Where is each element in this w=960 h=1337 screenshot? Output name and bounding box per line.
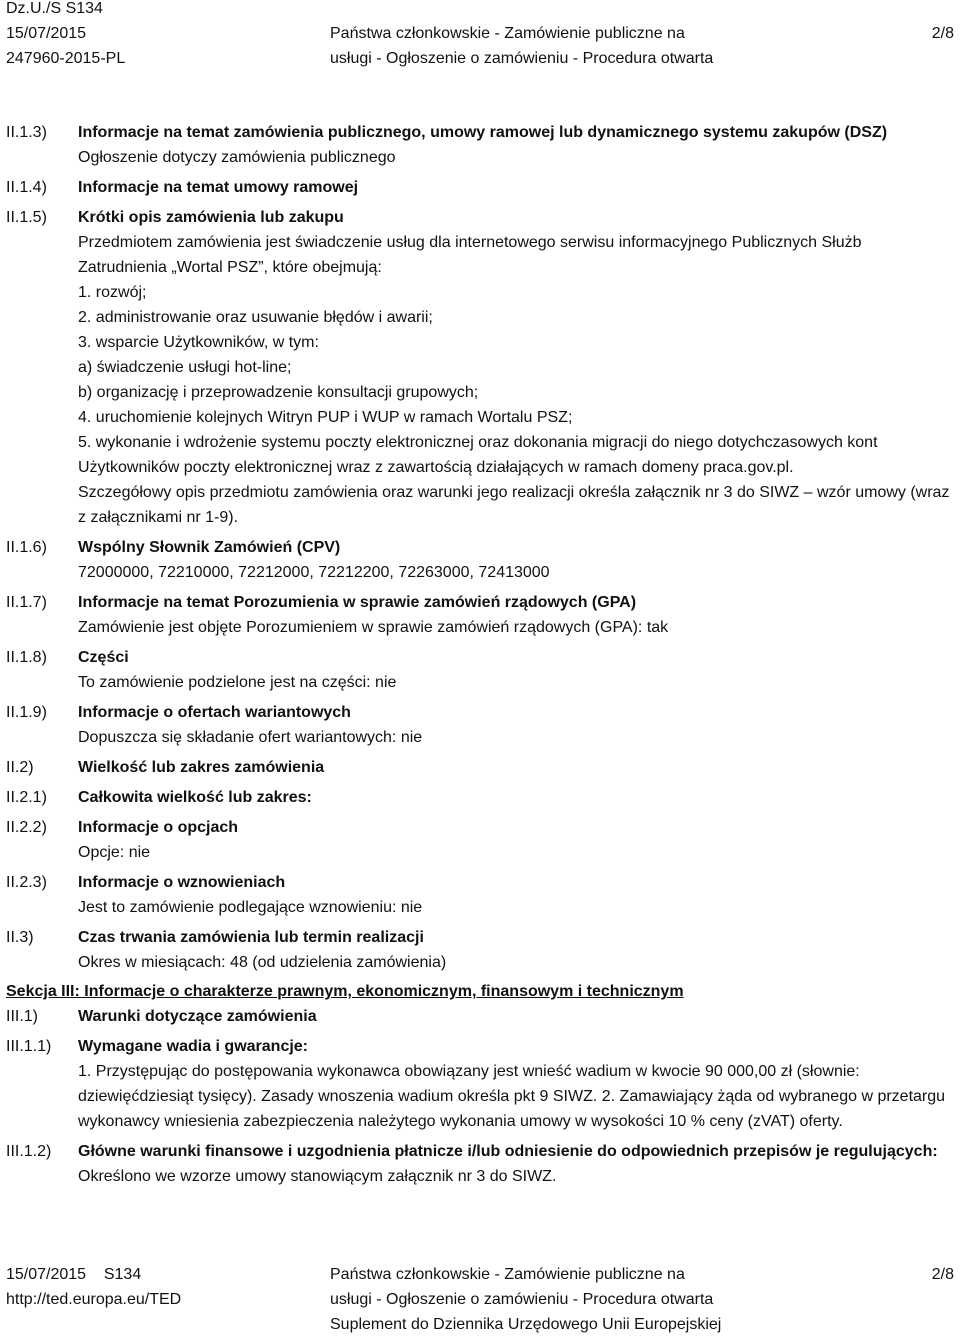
- section-content: [78, 700, 954, 750]
- section-number: II.2.3): [6, 874, 47, 891]
- section-heading: Wielkość lub zakres zamówienia: [78, 759, 325, 776]
- section-text: b) organizację i przeprowadzenie konsultacji grupowych;: [78, 384, 479, 401]
- section-text: Dopuszcza się składanie ofert wariantowych: nie: [78, 729, 423, 746]
- section-item: [6, 700, 954, 750]
- section-content: [78, 1139, 954, 1189]
- section-text: 2. administrowanie oraz usuwanie błędów i awarii;: [78, 309, 433, 326]
- section-number: II.2): [6, 759, 34, 776]
- header-title-line-2: usługi - Ogłoszenie o zamówieniu - Procedura otwarta: [330, 50, 714, 67]
- section-text: Jest to zamówienie podlegające wznowieniu: nie: [78, 899, 423, 916]
- section-item: [6, 815, 954, 865]
- section-number: II.1.3): [6, 124, 47, 141]
- footer-date-issue: 15/07/2015 S134: [6, 1266, 142, 1283]
- section-content: [78, 645, 954, 695]
- section-text: Określono we wzorze umowy stanowiącym załącznik nr 3 do SIWZ.: [78, 1168, 557, 1185]
- section-text: 4. uruchomienie kolejnych Witryn PUP i WUP w ramach Wortalu PSZ;: [78, 409, 573, 426]
- section-item: [6, 1139, 954, 1189]
- section-heading: Wymagane wadia i gwarancje:: [78, 1038, 309, 1055]
- section-number: II.1.4): [6, 179, 47, 196]
- section-content: [78, 535, 954, 585]
- section-item: [6, 205, 954, 530]
- section-heading: Warunki dotyczące zamówienia: [78, 1008, 317, 1025]
- section-heading: Czas trwania zamówienia lub termin realizacji: [78, 929, 424, 946]
- section-item: [6, 1034, 954, 1134]
- section-text: Ogłoszenie dotyczy zamówienia publicznego: [78, 149, 396, 166]
- page-number: 2/8: [931, 25, 954, 42]
- footer-center: [330, 1262, 750, 1337]
- section-item: [6, 925, 954, 975]
- section-text: Przedmiotem zamówienia jest świadczenie usług dla internetowego serwisu informacyjnego Publicznych Służb Zatrudnienia „Wortal PSZ”, które obejmują:: [78, 234, 862, 276]
- section-heading: Wspólny Słownik Zamówień (CPV): [78, 539, 341, 556]
- section-number: II.1.6): [6, 539, 47, 556]
- section-number: II.1.5): [6, 209, 47, 226]
- section-number: II.1.9): [6, 704, 47, 721]
- section-item: [6, 175, 954, 200]
- header-center: [330, 21, 750, 71]
- section-content: [78, 925, 954, 975]
- section-content: [78, 1034, 954, 1134]
- section-heading: Całkowita wielkość lub zakres:: [78, 789, 312, 806]
- section-text: Zamówienie jest objęte Porozumieniem w sprawie zamówień rządowych (GPA): tak: [78, 619, 669, 636]
- section-heading: Części: [78, 649, 129, 666]
- section-content: [78, 1004, 954, 1029]
- section-item: [6, 1004, 954, 1029]
- section-text: Opcje: nie: [78, 844, 151, 861]
- section-content: [78, 870, 954, 920]
- section-heading: Informacje na temat zamówienia publicznego, umowy ramowej lub dynamicznego systemu zakupów (DSZ): [78, 124, 888, 141]
- section-content: [78, 590, 954, 640]
- section-content: [78, 785, 954, 810]
- journal-ref: Dz.U./S S134: [6, 0, 103, 17]
- section-item: [6, 645, 954, 695]
- section-number: II.2.2): [6, 819, 47, 836]
- section-number: III.1.2): [6, 1143, 52, 1160]
- section-item: [6, 535, 954, 585]
- footer-left: [6, 1262, 181, 1312]
- section-heading: Informacje o opcjach: [78, 819, 239, 836]
- section-text: 1. Przystępując do postępowania wykonawca obowiązany jest wnieść wadium w kwocie 90 000,00 zł (słownie: dziewięćdziesiąt tysięcy). Zasady wnoszenia wadium określa pkt 9 SIWZ. 2. Zamawiający żąda od wybranego w przetargu wykonawcy wniesienia zabezpieczenia należytego wykonania umowy w wysokości 10 % ceny (zVAT) oferty.: [78, 1063, 946, 1130]
- section-heading: Informacje na temat umowy ramowej: [78, 179, 359, 196]
- header-title-line-1: Państwa członkowskie - Zamówienie publiczne na: [330, 25, 685, 42]
- section-heading: Krótki opis zamówienia lub zakupu: [78, 209, 344, 226]
- section-content: [78, 815, 954, 865]
- notice-number: 247960-2015-PL: [6, 50, 126, 67]
- section-number: II.1.7): [6, 594, 47, 611]
- publication-date: 15/07/2015: [6, 25, 87, 42]
- section-item: [6, 120, 954, 170]
- section-text: 5. wykonanie i wdrożenie systemu poczty elektronicznej oraz dokonania migracji do niego dotychczasowych kont Użytkowników poczty elektronicznej wraz z zawartością działających w ramach domeny praca.gov.pl.: [78, 434, 878, 476]
- section-heading: Informacje o ofertach wariantowych: [78, 704, 351, 721]
- section-heading: Informacje na temat Porozumienia w sprawie zamówień rządowych (GPA): [78, 594, 637, 611]
- section-item: [6, 755, 954, 780]
- section-heading: Główne warunki finansowe i uzgodnienia płatnicze i/lub odniesienie do odpowiednich przepisów je regulujących:: [78, 1143, 938, 1160]
- section-text: 72000000, 72210000, 72212000, 72212200, 72263000, 72413000: [78, 564, 550, 581]
- header-left: [6, 0, 125, 71]
- section-item: [6, 590, 954, 640]
- section-text: 1. rozwój;: [78, 284, 147, 301]
- section-text: Szczegółowy opis przedmiotu zamówienia oraz warunki jego realizacji określa załącznik nr 3 do SIWZ – wzór umowy (wraz z załącznikami nr 1-9).: [78, 484, 950, 526]
- section-3-title: Sekcja III: Informacje o charakterze prawnym, ekonomicznym, finansowym i technicznym: [6, 983, 684, 1000]
- section-content: [78, 120, 954, 170]
- section-content: [78, 205, 954, 530]
- section-heading: Informacje o wznowieniach: [78, 874, 286, 891]
- section-item: [6, 870, 954, 920]
- section-number: II.3): [6, 929, 34, 946]
- section-text: a) świadczenie usługi hot-line;: [78, 359, 292, 376]
- footer-title-line-2: usługi - Ogłoszenie o zamówieniu - Procedura otwarta: [330, 1291, 714, 1308]
- section-number: III.1): [6, 1008, 39, 1025]
- section-text: 3. wsparcie Użytkowników, w tym:: [78, 334, 319, 351]
- section-content: [78, 755, 954, 780]
- footer-page-number: 2/8: [931, 1266, 954, 1283]
- footer-supplement: Suplement do Dziennika Urzędowego Unii Europejskiej: [330, 1316, 722, 1333]
- section-text: To zamówienie podzielone jest na części: nie: [78, 674, 397, 691]
- footer-title-line-1: Państwa członkowskie - Zamówienie publiczne na: [330, 1266, 685, 1283]
- section-number: II.2.1): [6, 789, 47, 806]
- section-list: [6, 120, 954, 1189]
- section-text: Okres w miesiącach: 48 (od udzielenia zamówienia): [78, 954, 447, 971]
- section-item: [6, 785, 954, 810]
- footer-url-link[interactable]: http://ted.europa.eu/TED: [6, 1291, 182, 1308]
- section-number: II.1.8): [6, 649, 47, 666]
- section-number: III.1.1): [6, 1038, 52, 1055]
- section-content: [78, 175, 954, 200]
